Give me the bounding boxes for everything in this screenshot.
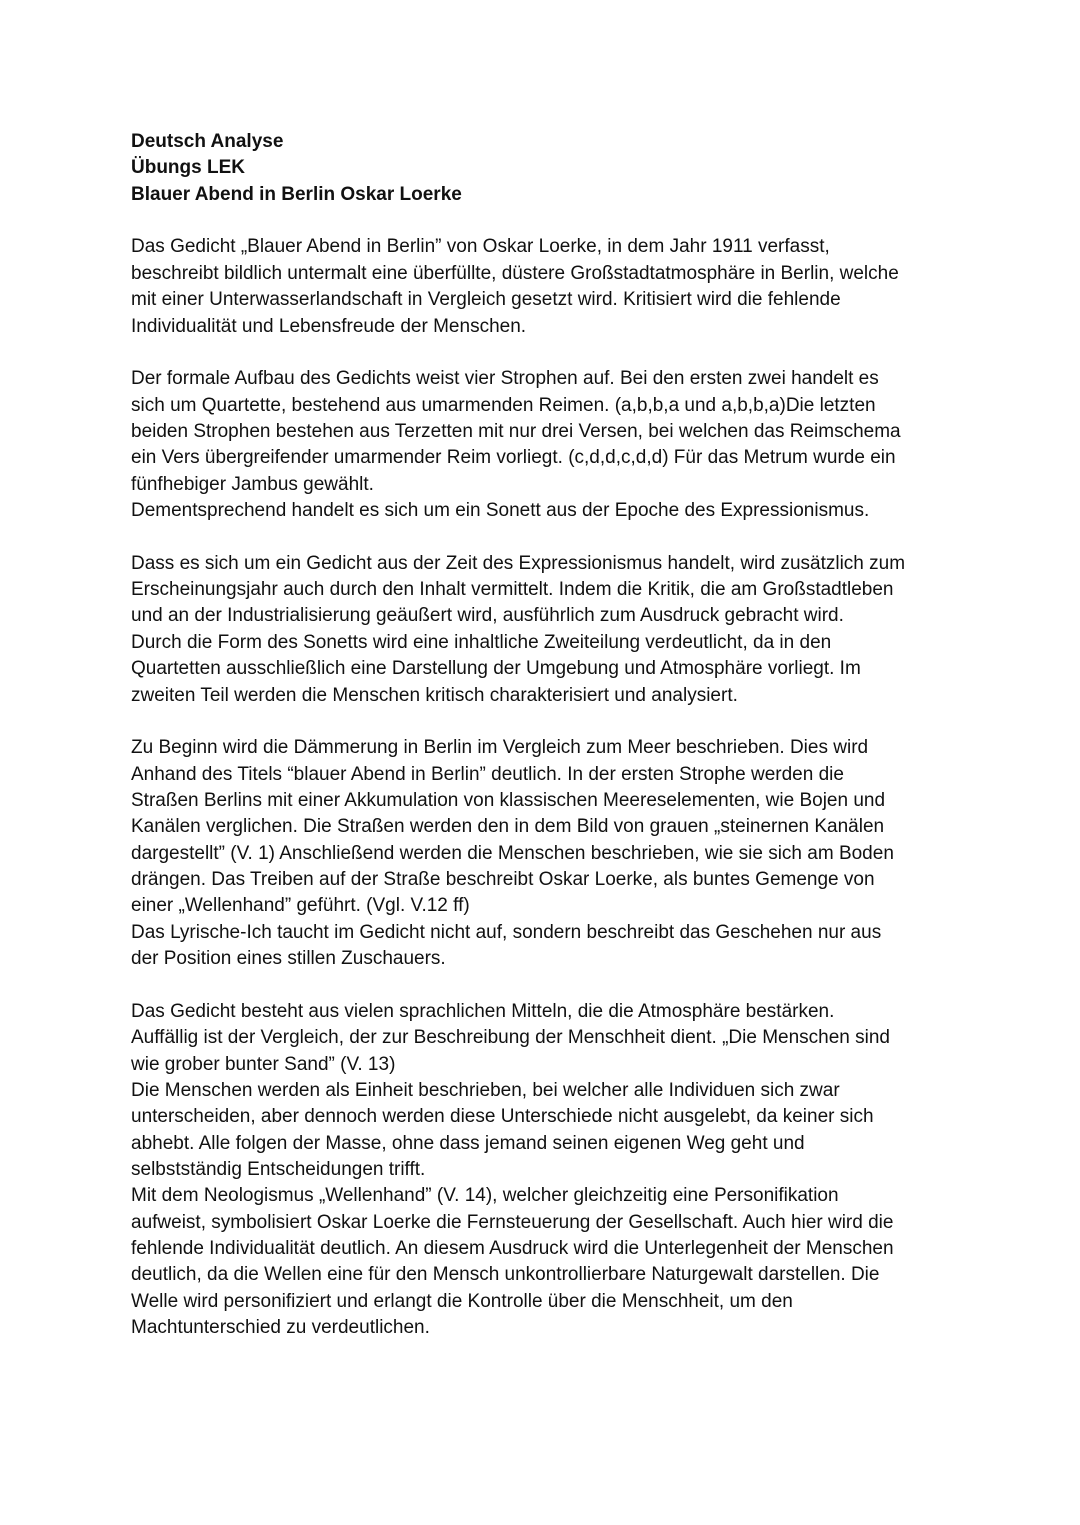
paragraph <box>131 366 905 524</box>
heading-line: Übungs LEK <box>131 157 245 179</box>
text-line: unterscheiden, aber dennoch werden diese Unterschiede nicht ausgelebt, da keiner sich <box>131 1106 874 1128</box>
text-line: Dass es sich um ein Gedicht aus der Zeit des Expressionismus handelt, wird zusätzlich zum <box>131 552 906 574</box>
text-line: aufweist, symbolisiert Oskar Loerke die Fernsteuerung der Gesellschaft. Auch hier wird die <box>131 1211 894 1233</box>
heading-line: Deutsch Analyse <box>131 131 284 152</box>
text-line: Dementsprechend handelt es sich um ein Sonett aus der Epoche des Expressionismus. <box>131 500 870 522</box>
text-line: Das Gedicht besteht aus vielen sprachlichen Mitteln, die die Atmosphäre bestärken. <box>131 1000 835 1022</box>
text-line: Zu Beginn wird die Dämmerung in Berlin im Vergleich zum Meer beschrieben. Dies wird <box>131 737 869 759</box>
text-line: Individualität und Lebensfreude der Menschen. <box>131 315 527 337</box>
text-line: Der formale Aufbau des Gedichts weist vier Strophen auf. Bei den ersten zwei handelt es <box>131 368 879 390</box>
heading-line: Blauer Abend in Berlin Oskar Loerke <box>131 183 462 205</box>
text-line: beschreibt bildlich untermalt eine überfüllte, düstere Großstadtatmosphäre in Berlin, welche <box>131 262 899 284</box>
text-line: deutlich, da die Wellen eine für den Mensch unkontrollierbare Naturgewalt darstellen. Die <box>131 1264 880 1286</box>
text-line: Machtunterschied zu verdeutlichen. <box>131 1317 430 1339</box>
text-line: Auffällig ist der Vergleich, der zur Beschreibung der Menschheit dient. „Die Menschen sind <box>131 1027 890 1049</box>
text-line: Erscheinungsjahr auch durch den Inhalt vermittelt. Indem die Kritik, die am Großstadtleben <box>131 579 894 601</box>
text-line: Straßen Berlins mit einer Akkumulation von klassischen Meereselementen, wie Bojen und <box>131 789 886 811</box>
text-line: einer „Wellenhand” geführt. (Vgl. V.12 ff) <box>131 895 470 917</box>
text-line: abhebt. Alle folgen der Masse, ohne dass jemand seinen eigenen Weg geht und <box>131 1132 805 1154</box>
text-line: Durch die Form des Sonetts wird eine inhaltliche Zweiteilung verdeutlicht, da in den <box>131 631 832 653</box>
text-line: Das Lyrische-Ich taucht im Gedicht nicht auf, sondern beschreibt das Geschehen nur aus <box>131 921 882 943</box>
text-line: wie grober bunter Sand” (V. 13) <box>131 1053 396 1075</box>
text-line: Das Gedicht „Blauer Abend in Berlin” von Oskar Loerke, in dem Jahr 1911 verfasst, <box>131 236 830 258</box>
text-line: Quartetten ausschließlich eine Darstellung der Umgebung und Atmosphäre vorliegt. Im <box>131 658 861 680</box>
text-line: zweiten Teil werden die Menschen kritisch charakterisiert und analysiert. <box>131 684 738 706</box>
paragraph <box>131 735 905 972</box>
text-line: dargestellt” (V. 1) Anschließend werden die Menschen beschrieben, wie sie sich am Boden <box>131 842 894 864</box>
paragraph <box>131 234 905 339</box>
text-line: Kanälen verglichen. Die Straßen werden den in dem Bild von grauen „steinernen Kanälen <box>131 816 885 838</box>
text-line: fehlende Individualität deutlich. An diesem Ausdruck wird die Unterlegenheit der Menschen <box>131 1238 894 1260</box>
text-line: und an der Industrialisierung geäußert wird, ausführlich zum Ausdruck gebracht wird. <box>131 605 844 627</box>
text-line: Mit dem Neologismus „Wellenhand” (V. 14), welcher gleichzeitig eine Personifikation <box>131 1185 839 1207</box>
document-heading <box>131 129 905 208</box>
text-line: der Position eines stillen Zuschauers. <box>131 948 446 970</box>
paragraph <box>131 551 905 709</box>
paragraph <box>131 999 905 1342</box>
text-line: ein Vers übergreifender umarmender Reim vorliegt. (c,d,d,c,d,d) Für das Metrum wurde ein <box>131 447 896 469</box>
document-body <box>131 234 905 1341</box>
text-line: sich um Quartette, bestehend aus umarmenden Reimen. (a,b,b,a und a,b,b,a)Die letzten <box>131 394 876 416</box>
text-line: fünfhebiger Jambus gewählt. <box>131 473 374 495</box>
text-line: selbstständig Entscheidungen trifft. <box>131 1159 426 1181</box>
text-line: mit einer Unterwasserlandschaft in Vergleich gesetzt wird. Kritisiert wird die fehlende <box>131 289 841 311</box>
document-page <box>131 129 905 1368</box>
text-line: Die Menschen werden als Einheit beschrieben, bei welcher alle Individuen sich zwar <box>131 1079 840 1101</box>
text-line: Anhand des Titels “blauer Abend in Berlin” deutlich. In der ersten Strophe werden die <box>131 763 844 785</box>
text-line: drängen. Das Treiben auf der Straße beschreibt Oskar Loerke, als buntes Gemenge von <box>131 869 875 891</box>
text-line: Welle wird personifiziert und erlangt die Kontrolle über die Menschheit, um den <box>131 1290 793 1312</box>
text-line: beiden Strophen bestehen aus Terzetten mit nur drei Versen, bei welchen das Reimschema <box>131 420 901 442</box>
